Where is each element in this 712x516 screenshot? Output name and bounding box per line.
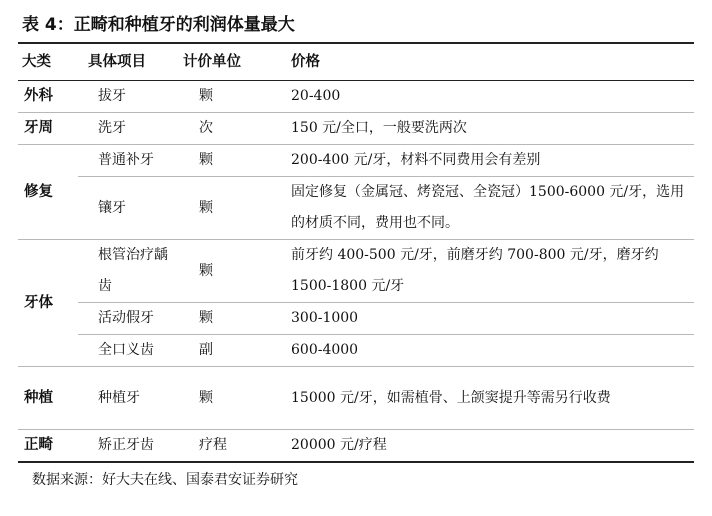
item-cell: 普通补牙: [78, 145, 173, 177]
price-cell: 20000 元/疗程: [275, 430, 694, 463]
category-cell: 牙周: [18, 113, 78, 145]
unit-cell: 颗: [173, 177, 275, 240]
item-cell: 种植牙: [78, 367, 173, 430]
table-row: [18, 145, 694, 177]
table-row: [18, 240, 694, 303]
source-note: 数据来源：好大夫在线、国泰君安证券研究: [32, 472, 298, 488]
table-header-row: [18, 43, 694, 81]
header-category: 大类: [18, 43, 78, 81]
price-cell: 固定修复（金属冠、烤瓷冠、全瓷冠）1500-6000 元/牙，选用的材质不同，费用也不同。: [275, 177, 694, 240]
table-row: [18, 303, 694, 335]
item-cell: 活动假牙: [78, 303, 173, 335]
category-cell: 种植: [18, 367, 78, 430]
unit-cell: 颗: [173, 145, 275, 177]
price-table: [18, 42, 694, 463]
price-cell: 20-400: [275, 81, 694, 113]
table-row: [18, 367, 694, 430]
category-cell: 修复: [18, 145, 78, 240]
unit-cell: 颗: [173, 240, 275, 303]
price-cell: 15000 元/牙，如需植骨、上颌窦提升等需另行收费: [275, 367, 694, 430]
price-cell: 600-4000: [275, 335, 694, 367]
unit-cell: 颗: [173, 303, 275, 335]
unit-cell: 颗: [173, 367, 275, 430]
header-unit: 计价单位: [173, 43, 275, 81]
item-cell: 全口义齿: [78, 335, 173, 367]
table-row: [18, 113, 694, 145]
header-price: 价格: [275, 43, 694, 81]
table-row: [18, 177, 694, 240]
item-cell: 镶牙: [78, 177, 173, 240]
unit-cell: 副: [173, 335, 275, 367]
price-cell: 150 元/全口，一般要洗两次: [275, 113, 694, 145]
price-cell: 300-1000: [275, 303, 694, 335]
category-cell: 正畸: [18, 430, 78, 463]
item-cell: 拔牙: [78, 81, 173, 113]
header-item: 具体项目: [78, 43, 173, 81]
table-title: 表 4：正畸和种植牙的利润体量最大: [22, 15, 295, 35]
category-cell: 外科: [18, 81, 78, 113]
document-page: [18, 8, 694, 491]
item-cell: 矫正牙齿: [78, 430, 173, 463]
category-cell: 牙体: [18, 240, 78, 367]
unit-cell: 疗程: [173, 430, 275, 463]
unit-cell: 颗: [173, 81, 275, 113]
price-cell: 前牙约 400-500 元/牙，前磨牙约 700-800 元/牙，磨牙约 1500-1800 元/牙: [275, 240, 694, 303]
item-cell: 洗牙: [78, 113, 173, 145]
unit-cell: 次: [173, 113, 275, 145]
table-row: [18, 335, 694, 367]
price-cell: 200-400 元/牙，材料不同费用会有差别: [275, 145, 694, 177]
item-cell: 根管治疗龋齿: [78, 240, 173, 303]
table-row: [18, 430, 694, 463]
table-row: [18, 81, 694, 113]
